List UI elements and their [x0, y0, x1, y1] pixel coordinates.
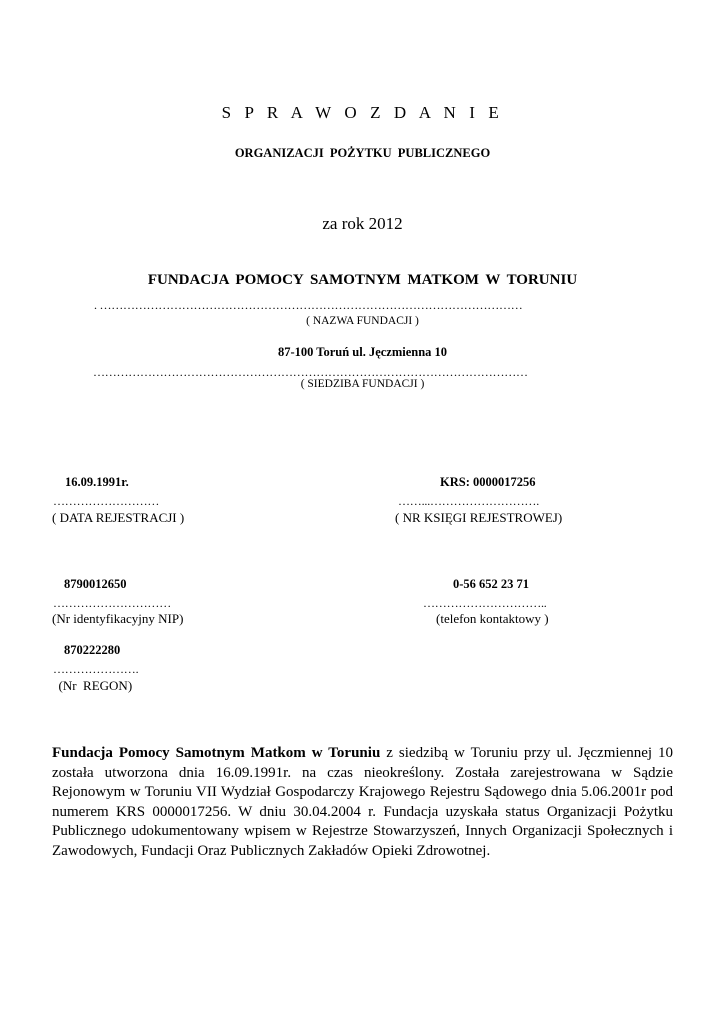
regon-dots: …………………. [53, 662, 139, 676]
description-text: z siedzibą w Toruniu przy ul. Jęczmiennej 10 została utworzona dnia 16.09.1991r. na czas nieokreślony. Została zarejestrowana w Sądzie Rejonowym w Toruniu VII Wydział Gospodarczy Krajowego Rejestru Sądowego dnia 5.06.2001r pod numerem KRS 0000017256. W dniu 30.04.2004 r. Fundacja uzyskała status Organizacji Pożytku Publicznego udokumentowany wpisem w Rejestrze Stowarzyszeń, Innych Organizacji Społecznych i Zawodowych, Fundacji Oraz Publicznych Zakładów Opieki Zdrowotnej. [52, 745, 673, 859]
registration-date-dots: ……………………… [53, 494, 160, 508]
foundation-name-caption: ( NAZWA FUNDACJI ) [306, 315, 419, 327]
nip-label: (Nr identyfikacyjny NIP) [52, 611, 184, 626]
krs-dots: ……...………………………. [398, 494, 540, 508]
phone-value: 0-56 652 23 71 [453, 577, 530, 591]
krs-value: KRS: 0000017256 [440, 475, 536, 489]
phone-dots: ………………………….. [423, 596, 547, 610]
document-subtitle: ORGANIZACJI POŻYTKU PUBLICZNEGO [234, 146, 491, 160]
registration-date-value: 16.09.1991r. [65, 475, 129, 489]
foundation-description [52, 744, 673, 861]
foundation-address: 87-100 Toruń ul. Jęczmienna 10 [277, 345, 448, 359]
registration-date-label: ( DATA REJESTRACJI ) [52, 510, 185, 525]
foundation-address-dots: ………………………………………………………………………………………………… [93, 365, 528, 379]
document-title: S P R A W O Z D A N I E [221, 103, 504, 122]
description-lead: Fundacja Pomocy Samotnym Matkom w Toruniu [52, 745, 381, 761]
report-year: za rok 2012 [322, 214, 403, 233]
nip-dots: ………………………… [53, 596, 172, 610]
foundation-name-dots: . ……………………………………………………………………………………………… [94, 298, 523, 312]
regon-value: 870222280 [64, 643, 121, 657]
regon-label: (Nr REGON) [52, 678, 133, 693]
foundation-name: FUNDACJA POMOCY SAMOTNYM MATKOM W TORUNIU [147, 272, 578, 288]
nip-value: 8790012650 [64, 577, 127, 591]
krs-label: ( NR KSIĘGI REJESTROWEJ) [395, 510, 563, 525]
foundation-address-caption: ( SIEDZIBA FUNDACJI ) [300, 378, 425, 390]
phone-label: (telefon kontaktowy ) [436, 611, 549, 626]
